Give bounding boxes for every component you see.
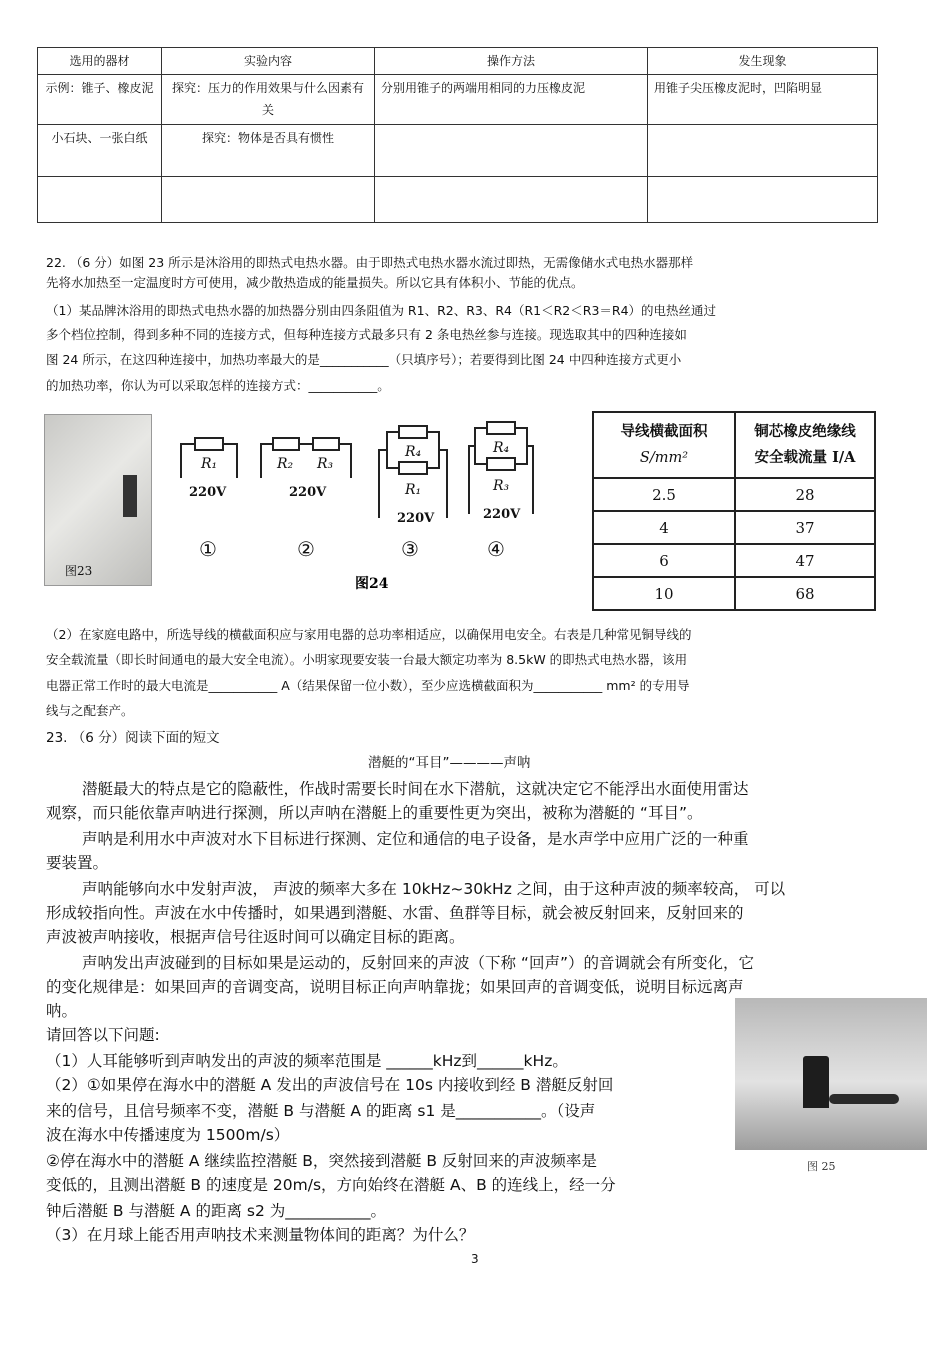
answer-2-line2: 来的信号，且信号频率不变，潜艇 B 与潜艇 A 的距离 s1 是___________。（设声 bbox=[46, 1102, 596, 1120]
label-r1b: R₁ bbox=[405, 482, 422, 498]
table-cell bbox=[375, 177, 648, 223]
answer-2-line4: ②停在海水中的潜艇 A 继续监控潜艇 B，突然接到潜艇 B 反射回来的声波频率是 bbox=[46, 1152, 597, 1170]
q22-p2-line1: （2）在家庭电路中，所选导线的横截面积应与家用电器的总功率相适应，以确保用电安全。右表是几种常见铜导线的 bbox=[46, 627, 692, 642]
para3-line1: 声呐能够向水中发射声波， 声波的频率大多在 10kHz~30kHz 之间，由于这种声波的频率较高， 可以 bbox=[82, 880, 786, 898]
table-row: 6 47 bbox=[593, 544, 875, 577]
circuit-number-2: ② bbox=[297, 537, 315, 561]
voltage-2: 220V bbox=[289, 485, 327, 500]
q22-line2: 先将水加热至一定温度时方可使用，减少散热造成的能量损失。所以它具有体积小、节能的优点。 bbox=[46, 275, 584, 290]
table-cell: 探究：压力的作用效果与什么因素有关 bbox=[162, 75, 375, 125]
figure-25-caption: 图 25 bbox=[807, 1160, 836, 1173]
q22-line1: 22. （6 分）如图 23 所示是沐浴用的即热式电热水器。由于即热式电热水器水流过即热，无需像储水式电热水器那样 bbox=[46, 255, 694, 270]
q22-p1-line3: 图 24 所示，在这四种连接中，加热功率最大的是___________（只填序号）；若要得到比图 24 中四种连接方式更小 bbox=[46, 352, 682, 367]
answer-2-line1: （2）①如果停在海水中的潜艇 A 发出的声波信号在 10s 内接收到经 B 潜艇反射回 bbox=[46, 1076, 614, 1094]
table-cell: 探究：物体是否具有惯性 bbox=[162, 125, 375, 177]
para4-line3: 呐。 bbox=[46, 1002, 78, 1020]
q22-p1-line4: 的加热功率，你认为可以采取怎样的连接方式：___________。 bbox=[46, 378, 390, 393]
wire-header-area: 导线横截面积 S/mm² bbox=[593, 412, 735, 478]
table-cell bbox=[162, 177, 375, 223]
table-row: 2.5 28 bbox=[593, 478, 875, 511]
q23-title: 潜艇的“耳目”————声呐 bbox=[368, 755, 531, 771]
page-number: 3 bbox=[471, 1252, 479, 1266]
circuit-number-3: ③ bbox=[401, 537, 419, 561]
para1-line2: 观察，而只能依靠声呐进行探测，所以声呐在潜艇上的重要性更为突出，被称为潜艇的 “耳目”。 bbox=[46, 804, 703, 822]
table-cell: 示例：锥子、橡皮泥 bbox=[38, 75, 162, 125]
submarine-tower bbox=[803, 1056, 829, 1108]
table-cell bbox=[648, 125, 878, 177]
voltage-4: 220V bbox=[483, 507, 521, 522]
control-panel bbox=[123, 475, 137, 517]
answer-2-line6: 钟后潜艇 B 与潜艇 A 的距离 s2 为___________。 bbox=[46, 1202, 386, 1220]
para4-line2: 的变化规律是：如果回声的音调变高，说明目标正向声呐靠拢；如果回声的音调变低，说明目标远离声 bbox=[46, 978, 744, 996]
label-r3: R₃ bbox=[317, 456, 334, 472]
wire-capacity-table bbox=[592, 411, 876, 611]
para3-line3: 声波被声呐接收，根据声信号往返时间可以确定目标的距离。 bbox=[46, 928, 465, 946]
header-equipment: 选用的器材 bbox=[38, 48, 162, 75]
header-method: 操作方法 bbox=[375, 48, 648, 75]
q22-p2-line2: 安全载流量（即长时间通电的最大安全电流）。小明家现要安装一台最大额定功率为 8.5kW 的即热式电热水器，该用 bbox=[46, 652, 688, 667]
label-r4: R₄ bbox=[405, 444, 422, 460]
q22-p2-line4: 线与之配套产。 bbox=[46, 703, 134, 718]
table-cell: 用锥子尖压橡皮泥时，凹陷明显 bbox=[648, 75, 878, 125]
table-cell: 小石块、一张白纸 bbox=[38, 125, 162, 177]
table-cell: 分别用锥子的两端用相同的力压橡皮泥 bbox=[375, 75, 648, 125]
submarine-photo bbox=[735, 998, 927, 1150]
figure-24-circuits bbox=[165, 410, 535, 600]
experiment-table bbox=[37, 47, 878, 223]
label-r3b: R₃ bbox=[493, 478, 510, 494]
wire-header-current: 铜芯橡皮绝缘线 安全载流量 I/A bbox=[735, 412, 875, 478]
circuit-number-4: ④ bbox=[487, 537, 505, 561]
figure-23-caption: 图23 bbox=[65, 564, 93, 578]
header-content: 实验内容 bbox=[162, 48, 375, 75]
figure-23-water-heater-photo bbox=[44, 414, 152, 586]
header-phenomenon: 发生现象 bbox=[648, 48, 878, 75]
answer-2-line5: 变低的，且测出潜艇 B 的速度是 20m/s，方向始终在潜艇 A、B 的连线上，经一分 bbox=[46, 1176, 616, 1194]
figure-24-caption: 图24 bbox=[355, 576, 389, 592]
table-cell bbox=[648, 177, 878, 223]
para1-line1: 潜艇最大的特点是它的隐蔽性，作战时需要长时间在水下潜航，这就决定它不能浮出水面使用雷达 bbox=[82, 780, 749, 798]
para2-line2: 要装置。 bbox=[46, 854, 109, 872]
answer-3: （3）在月球上能否用声呐技术来测量物体间的距离？为什么？ bbox=[46, 1226, 475, 1244]
ask-line: 请回答以下问题: bbox=[46, 1026, 160, 1044]
table-row bbox=[38, 125, 878, 177]
q22-p1-line2: 多个档位控制，得到多种不同的连接方式，但每种连接方式最多只有 2 条电热丝参与连接。现选取其中的四种连接如 bbox=[46, 327, 687, 342]
label-r1: R₁ bbox=[201, 456, 218, 472]
para4-line1: 声呐发出声波碰到的目标如果是运动的，反射回来的声波（下称 “回声”）的音调就会有所变化，它 bbox=[82, 954, 754, 972]
q22-p1-line1: （1）某品牌沐浴用的即热式电热水器的加热器分别由四条阻值为 R1、R2、R3、R4（R1＜R2＜R3＝R4）的电热丝通过 bbox=[46, 303, 717, 318]
label-r4b: R₄ bbox=[493, 440, 510, 456]
table-row: 10 68 bbox=[593, 577, 875, 610]
table-cell bbox=[38, 177, 162, 223]
table-cell bbox=[375, 125, 648, 177]
para2-line1: 声呐是利用水中声波对水下目标进行探测、定位和通信的电子设备，是水声学中应用广泛的一种重 bbox=[82, 830, 749, 848]
table-row: 4 37 bbox=[593, 511, 875, 544]
figure-25-submarine-photo bbox=[735, 998, 927, 1176]
submarine-hull bbox=[829, 1094, 899, 1104]
q22-p2-line3: 电器正常工作时的最大电流是___________ A（结果保留一位小数），至少应选横截面积为___________ mm² 的专用导 bbox=[46, 678, 690, 693]
table-row bbox=[38, 75, 878, 125]
voltage-3: 220V bbox=[397, 511, 435, 526]
q23-head: 23. （6 分）阅读下面的短文 bbox=[46, 730, 220, 746]
table-row bbox=[38, 177, 878, 223]
para3-line2: 形成较指向性。声波在水中传播时，如果遇到潜艇、水雷、鱼群等目标，就会被反射回来，反射回来的 bbox=[46, 904, 744, 922]
answer-2-line3: 波在海水中传播速度为 1500m/s） bbox=[46, 1126, 290, 1144]
voltage-1: 220V bbox=[189, 485, 227, 500]
label-r2: R₂ bbox=[277, 456, 294, 472]
answer-1: （1）人耳能够听到声呐发出的声波的频率范围是 ______kHz到______kHz。 bbox=[46, 1052, 568, 1070]
circuit-number-1: ① bbox=[199, 537, 217, 561]
